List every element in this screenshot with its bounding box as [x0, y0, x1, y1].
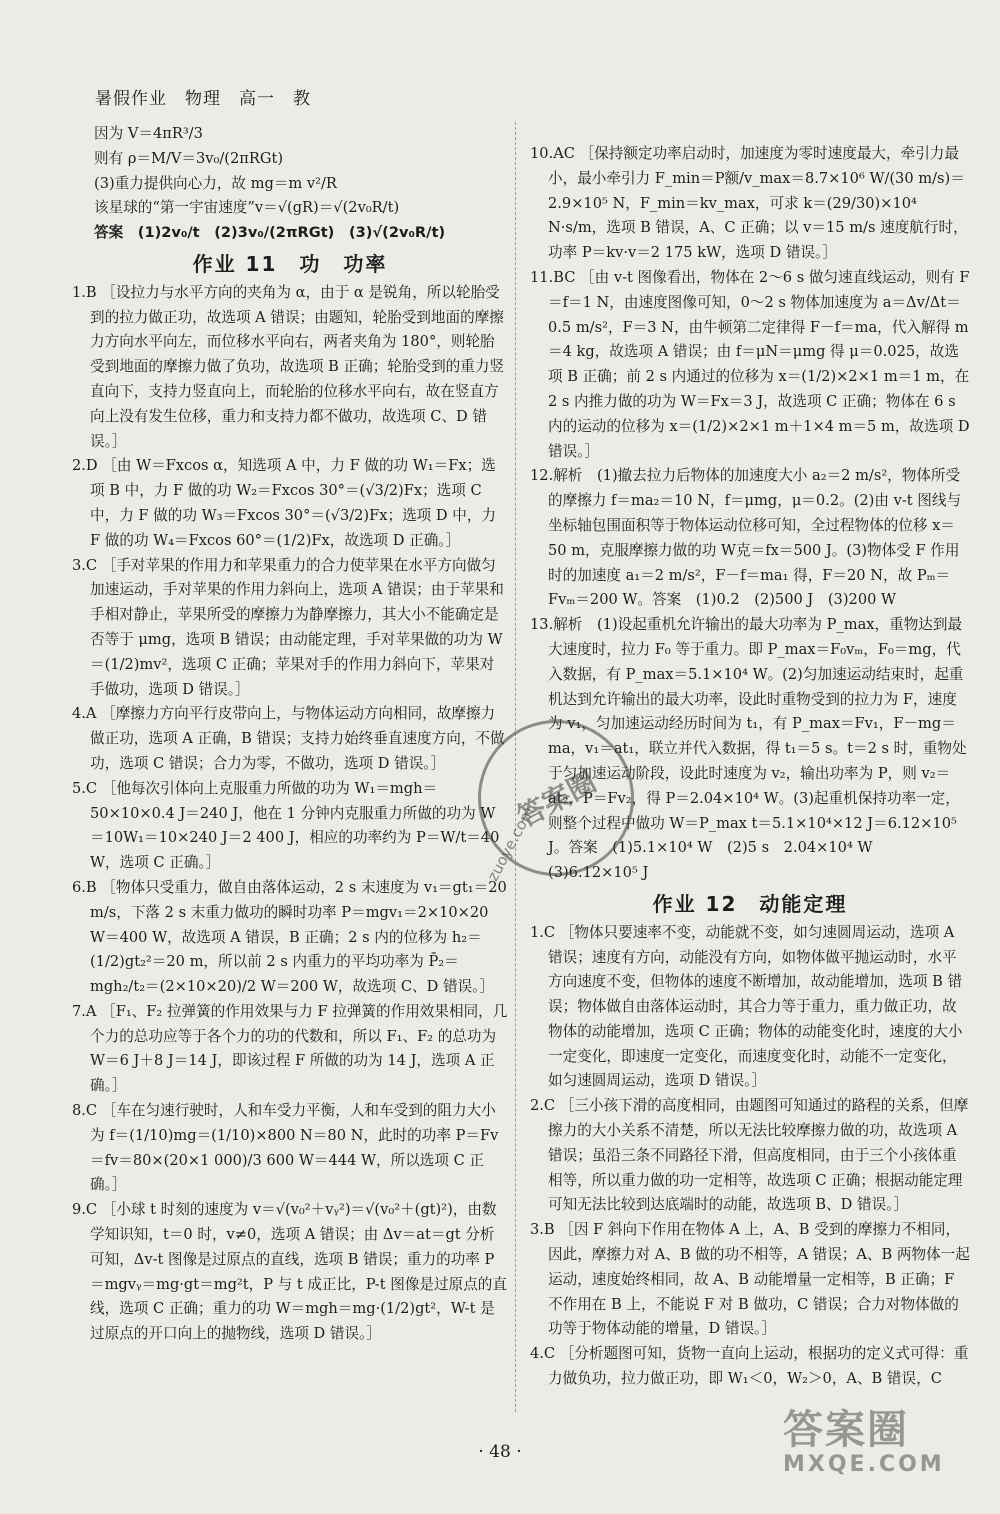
- answer-item: 13.解析 (1)设起重机允许输出的最大功率为 P_max，重物达到最大速度时，拉力 F₀ 等于重力。即 P_max＝F₀vₘ，F₀＝mg，代入数据，有 P_max＝5.1×10⁴ W。(2)匀加速运动结束时，起重机达到允许输出的最大功率，设此时重物受到的拉力为 F，速度为 v₁，匀加速运动经历时间为 t₁，有 P_max＝Fv₁，F－mg＝ma，v₁＝at₁，联立并代入数据，得 t₁＝5 s。t＝2 s 时，重物处于匀加速运动阶段，设此时速度为 v₂，输出功率为 P，则 v₂＝at₂，P＝Fv₂，得 P＝2.04×10⁴ W。(3)起重机保持功率一定，则整个过程中做功 W＝P_max t＝5.1×10⁴×12 J＝6.12×10⁵ J。答案 (1)5.1×10⁴ W (2)5 s 2.04×10⁴ W (3)6.12×10⁵ J: [530, 616, 967, 882]
- answer-item: 12.解析 (1)撤去拉力后物体的加速度大小 a₂＝2 m/s²，物体所受的摩擦力 f＝ma₂＝10 N，f＝μmg，μ＝0.2。(2)由 v-t 图线与坐标轴包围面积等于物体运动位移可知，全过程物体的位移 x＝50 m，克服摩擦力做的功 W克＝fx＝500 J。(3)物体受 F 作用时的加速度 a₁＝2 m/s²，F－f＝ma₁ 得，F＝20 N，故 Pₘ＝Fvₘ＝200 W。答案 (1)0.2 (2)500 J (3)200 W: [530, 467, 962, 609]
- answer-item: 4.A ［摩擦力方向平行皮带向上，与物体运动方向相同，故摩擦力做正功，选项 A 正确，B 错误；支持力始终垂直速度方向，不做功，选项 C 错误；合力为零，不做功，选项 D 错误。］: [72, 705, 505, 772]
- answer-item: 5.C ［他每次引体向上克服重力所做的功为 W₁＝mgh＝50×10×0.4 J＝240 J，他在 1 分钟内克服重力所做的功为 W＝10W₁＝10×240 J＝2 400 J，相应的功率约为 P＝W/t＝40 W，选项 C 正确。］: [72, 779, 500, 872]
- page-number: · 48 ·: [478, 1442, 522, 1462]
- site-logo: [783, 1407, 958, 1477]
- answer-item: 11.BC ［由 v-t 图像看出，物体在 2～6 s 做匀速直线运动，则有 F＝f＝1 N，由速度图像可知，0～2 s 物体加速度为 a＝Δv/Δt＝0.5 m/s²，F＝3 N，由牛顿第二定律得 F－f＝ma，代入解得 m＝4 kg，故选项 A 错误；由 f＝μN＝μmg 得 μ＝0.025，故选项 B 正确；前 2 s 内通过的位移为 x＝(1/2)×2×1 m＝1 m，在 2 s 内推力做的功为 W＝Fx＝3 J，故选项 C 正确；物体在 6 s 内的运动的位移为 x＝(1/2)×2×1 m＋1×4 m＝5 m，故选项 D 错误。］: [530, 268, 970, 460]
- text-line: 因为 V＝4πR³/3: [94, 125, 203, 142]
- answer-item: 2.C ［三小孩下滑的高度相同，由题图可知通过的路程的关系，但摩擦力的大小关系不清楚，所以无法比较摩擦力做的功，故选项 A 错误；虽沿三条不同路径下滑，但高度相同，由于三个小孩体重相等，所以重力做的功一定相等，故选项 C 正确；根据动能定理可知无法比较到达底端时的动能，故选项 B、D 错误。］: [530, 1097, 969, 1214]
- answer-item: 4.C ［分析题图可知，货物一直向上运动，根据功的定义式可得：重力做负功，拉力做正功，即 W₁＜0，W₂＞0，A、B 错误，C: [530, 1345, 969, 1388]
- section-title-12: 作业 12 动能定理: [652, 891, 848, 916]
- stamp-text: 答案圈: [511, 765, 602, 834]
- answer-line: 答案 (1)2v₀/t (2)3v₀/(2πRGt) (3)√(2v₀R/t): [94, 224, 446, 242]
- answer-item: 3.B ［因 F 斜向下作用在物体 A 上，A、B 受到的摩擦力不相同，因此，摩擦力对 A、B 做的功不相等，A 错误；A、B 两物体一起运动，速度始终相同，故 A、B 动能增量一定相等，B 正确；F 不作用在 B 上，不能说 F 对 B 做功，C 错误；合力对物体做的功等于物体动能的增量，D 错误。］: [530, 1221, 970, 1338]
- answer-item: 1.B ［设拉力与水平方向的夹角为 α，由于 α 是锐角，所以轮胎受到的拉力做正功，故选项 A 错误；由题知，轮胎受到地面的摩擦力方向水平向左，而位移水平向右，两者夹角为 180°，则轮胎受到地面的摩擦力做了负功，故选项 B 正确；轮胎受到的重力竖直向下，支持力竖直向上，而轮胎的位移水平向右，故在竖直方向上没有发生位移，重力和支持力都不做功，故选项 C、D 错误。］: [72, 283, 505, 450]
- text-line: 则有 ρ＝M/V＝3v₀/(2πRGt): [94, 149, 284, 167]
- section-title-11: 作业 11 功 功率: [192, 251, 388, 276]
- text-line: (3)重力提供向心力，故 mg＝m v²/R: [94, 174, 337, 192]
- watermark-url: zuoye.com: [483, 803, 538, 885]
- answer-item: 10.AC ［保持额定功率启动时，加速度为零时速度最大，牵引力最小，最小牵引力 F_min＝P额/v_max＝8.7×10⁶ W/(30 m/s)＝2.9×10⁵ N，F_min＝kv_max，可求 k＝(29/30)×10⁴ N·s/m，选项 B 错误，A、C 正确；以 v＝15 m/s 速度航行时，功率 P＝kv·v＝2 175 kW，选项 D 错误。］: [530, 145, 968, 262]
- answer-item: 3.C ［手对苹果的作用力和苹果重力的合力使苹果在水平方向做匀加速运动，手对苹果的作用力斜向上，选项 A 错误；由于苹果和手相对静止，苹果所受的摩擦力为静摩擦力，其大小不能确定是否等于 μmg，选项 B 错误；由动能定理，手对苹果做的功为 W＝(1/2)mv²，选项 C 正确；苹果对手的作用力斜向下，苹果对手做功，选项 D 错误。］: [72, 556, 504, 698]
- answer-item: 9.C ［小球 t 时刻的速度为 v＝√(v₀²＋vᵧ²)＝√(v₀²＋(gt)²)，由数学知识知，t＝0 时，v≠0，选项 A 错误；由 Δv＝at＝gt 分析可知，Δv-t 图像是过原点的直线，选项 B 错误；重力的功率 P＝mgvᵧ＝mg·gt＝mg²t，P 与 t 成正比，P-t 图像是过原点的直线，选项 C 正确；重力的功 W＝mgh＝mg·(1/2)gt²，W-t 是过原点的开口向上的抛物线，选项 D 错误。］: [72, 1201, 507, 1343]
- answer-item: 7.A ［F₁、F₂ 拉弹簧的作用效果与力 F 拉弹簧的作用效果相同，几个力的总功应等于各个力的功的代数和，所以 F₁、F₂ 的总功为 W＝6 J＋8 J＝14 J，即该过程 F 所做的功为 14 J，选项 A 正确。］: [72, 1002, 508, 1095]
- logo-url: MXQE.COM: [783, 1452, 945, 1477]
- logo-title: 答案圈: [783, 1407, 909, 1453]
- answer-item: 6.B ［物体只受重力，做自由落体运动，2 s 末速度为 v₁＝gt₁＝20 m/s，下落 2 s 末重力做功的瞬时功率 P＝mgv₁＝2×10×20 W＝400 W，故选项 A 错误，B 正确；2 s 内的位移为 h₂＝(1/2)gt₂²＝20 m，所以前 2 s 内重力的平均功率为 P̄₂＝mgh₂/t₂＝(2×10×20)/2 W＝200 W，故选项 C、D 错误。］: [72, 878, 507, 996]
- text-line: 该星球的“第一宇宙速度”v＝√(gR)＝√(2v₀R/t): [94, 199, 400, 217]
- answer-item: 1.C ［物体只要速率不变，动能就不变，如匀速圆周运动，选项 A 错误；速度有方向，动能没有方向，如物体做平抛运动时，水平方向速度不变，但物体的速度不断增加，故动能增加，选项 B 错误；物体做自由落体运动时，其合力等于重力，重力做正功，故物体的动能增加，选项 C 正确；物体的动能变化时，速度的大小一定变化，即速度一定变化，而速度变化时，动能不一定变化，如匀速圆周运动，选项 D 错误。］: [530, 923, 963, 1090]
- answer-item: 8.C ［车在匀速行驶时，人和车受力平衡，人和车受到的阻力大小为 f＝(1/10)mg＝(1/10)×800 N＝80 N，此时的功率 P＝Fv＝fv＝80×(20×1 000)/3 600 W＝444 W，所以选项 C 正确。］: [72, 1102, 499, 1194]
- answer-item: 2.D ［由 W＝Fxcos α，知选项 A 中，力 F 做的功 W₁＝Fx；选项 B 中，力 F 做的功 W₂＝Fxcos 30°＝(√3/2)Fx；选项 C 中，力 F 做的功 W₃＝Fxcos 30°＝(√3/2)Fx；选项 D 中，力 F 做的功 W₄＝Fxcos 60°＝(1/2)Fx，故选项 D 正确。］: [72, 457, 497, 549]
- page-header: 暑假作业 物理 高一 教: [95, 89, 311, 109]
- left-column: [72, 122, 508, 1347]
